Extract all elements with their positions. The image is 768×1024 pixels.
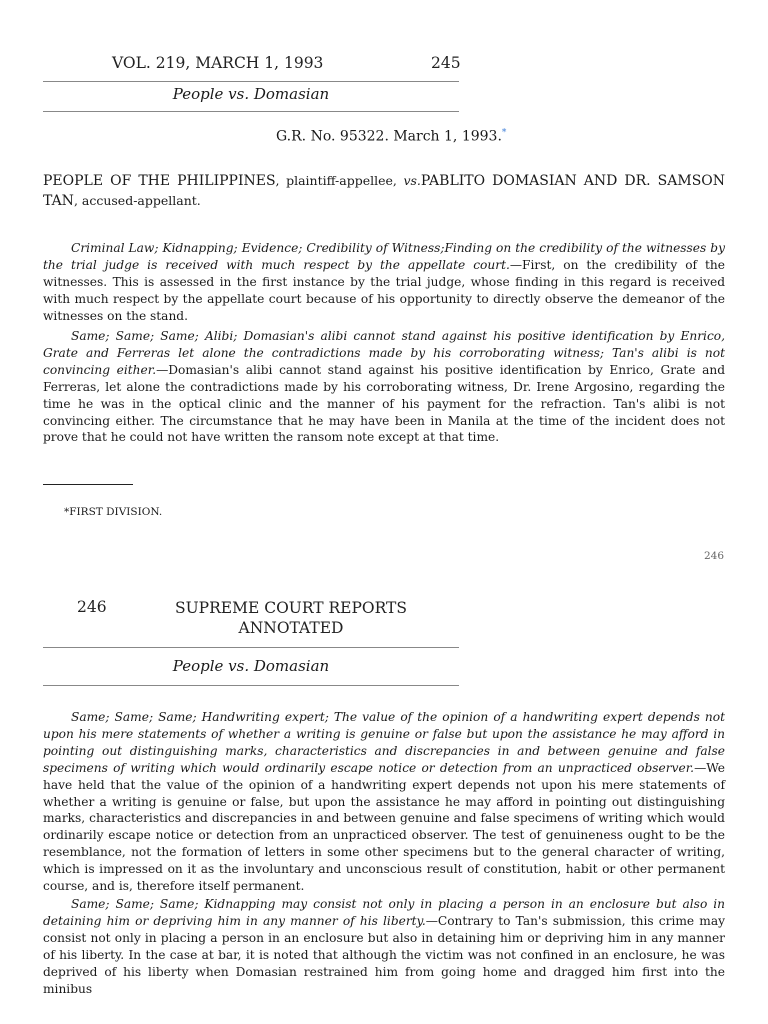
case-title: People vs. Domasian	[172, 657, 330, 675]
syllabus-heading: Same; Same; Same; Alibi; Domasian's alibi cannot stand against his positive identification by Enrico, Grate and Ferreras let alone the contradictions made by his corroborating witness; Tan's alibi is not convincing either.	[43, 329, 725, 377]
next-page-marker: 246	[704, 550, 725, 562]
versus-label: vs.	[403, 173, 421, 188]
syllabus-body: —Contrary to Tan's submission, this crime may consist not only in placing a person in an enclosure but also in detaining him or depriving him in any manner of his liberty. In the case at bar, it is noted that although the victim was not confined in an enclosure, he was deprived of his liberty when Domasian restrained him from going home and dragged him first into the minibus	[43, 913, 725, 996]
syllabus-heading: Same; Same; Same; Kidnapping may consist not only in placing a person in an enclosure but also in detaining him or depriving him in any manner of his liberty.	[43, 897, 725, 928]
accused-names: PABLITO DOMASIAN AND DR. SAMSON TAN	[43, 173, 726, 209]
syllabus-paragraph	[43, 896, 725, 997]
header-rule	[43, 647, 459, 648]
syllabus-body: —We have held that the value of the opinion of a handwriting expert depends not upon his mere statements of whether a writing is genuine or false, but upon the assistance he may afford in pointing out distinguishing marks, characteristics and discrepancies in and between genuine and false specimens of writing which would ordinarily escape notice or detection from an unpracticed observer. The test of genuineness ought to be the resemblance, not the formation of letters in some other specimens but to the general character of writing, which is impressed on it as the involuntary and unconscious result of constitution, habit or other permanent course, and is, therefore itself permanent.	[43, 760, 725, 894]
case-title: People vs. Domasian	[172, 85, 330, 103]
footnote-link[interactable]: *	[501, 128, 507, 138]
gr-number	[276, 128, 506, 145]
header-rule	[43, 81, 459, 82]
syllabus-heading: Same; Same; Same; Handwriting expert; The value of the opinion of a handwriting expert depends not upon his mere statements of whether a writing is genuine or false but upon the assistance he may afford in pointing out distinguishing marks, characteristics and discrepancies in and between genuine and false specimens of writing which would ordinarily escape notice or detection from an unpracticed observer.	[43, 710, 725, 775]
footnote: *FIRST DIVISION.	[64, 506, 163, 518]
running-header-volume: VOL. 219, MARCH 1, 1993	[112, 54, 324, 72]
running-header-title	[166, 598, 416, 638]
gr-number-text: G.R. No. 95322. March 1, 1993.	[276, 128, 502, 145]
syllabus-paragraph	[43, 709, 725, 895]
plaintiff-role: , plaintiff-appellee,	[275, 173, 404, 188]
plaintiff-name: PEOPLE OF THE PHILIPPINES	[43, 173, 276, 189]
header-rule	[43, 111, 459, 112]
accused-role: , accused-appellant.	[73, 193, 201, 208]
syllabus-body: —Domasian's alibi cannot stand against his positive identification by Enrico, Grate and Ferreras, let alone the contradictions made by his corroborating witness, Dr. Irene Argosino, regarding the time he was in the optical clinic and the manner of his payment for the refraction. Tan's alibi is not convincing either. The circumstance that he may have been in Manila at the time of the incident does not prove that he could not have written the ransom note except at that time.	[43, 362, 725, 445]
footnote-separator	[43, 484, 133, 485]
header-title-line: ANNOTATED	[238, 619, 344, 637]
page-number: 246	[77, 598, 107, 616]
case-parties	[43, 171, 725, 211]
syllabus-heading: Criminal Law; Kidnapping; Evidence; Credibility of Witness;Finding on the credibility of the witnesses by the trial judge is received with much respect by the appellate court.	[43, 241, 725, 272]
header-title-line: SUPREME COURT REPORTS	[175, 599, 407, 617]
syllabus-paragraph	[43, 240, 725, 325]
syllabus-paragraph	[43, 328, 725, 446]
page-number: 245	[431, 54, 461, 72]
syllabus-body: —First, on the credibility of the witnesses. This is assessed in the first instance by the trial judge, whose finding in this regard is received with much respect by the appellate court because of his opportunity to directly observe the demeanor of the witnesses on the stand.	[43, 257, 725, 323]
header-rule	[43, 685, 459, 686]
